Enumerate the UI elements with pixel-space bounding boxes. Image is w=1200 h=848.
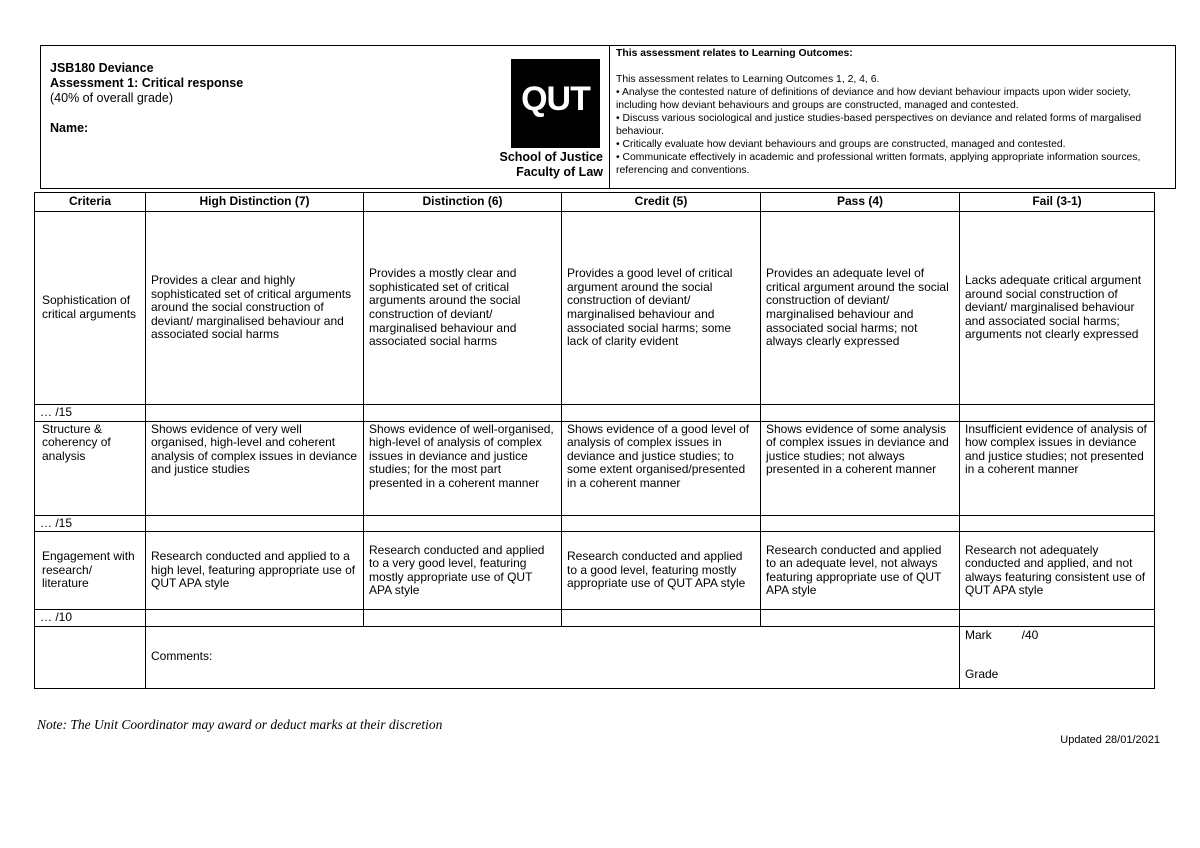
col-header-criteria: Criteria <box>35 193 146 212</box>
score-label: … /10 <box>35 610 146 627</box>
mark-grade-cell <box>960 626 1155 688</box>
score-row <box>35 405 1155 422</box>
learning-outcomes-heading: This assessment relates to Learning Outcomes: <box>616 48 853 59</box>
col-header-credit: Credit (5) <box>562 193 761 212</box>
rubric-cell: Research conducted and applied to a good level, featuring mostly appropriate use of QUT APA style <box>562 532 761 610</box>
col-header-fail: Fail (3-1) <box>960 193 1155 212</box>
qut-logo-text: QUT <box>521 80 590 118</box>
rubric-cell: Shows evidence of a good level of analysis of complex issues in deviance and justice studies; to some extent organised/presented in a coherent manner <box>562 421 761 515</box>
comments-label: Comments: <box>151 649 213 664</box>
table-row <box>35 421 1155 515</box>
rubric-table <box>34 192 1155 689</box>
learning-outcome-item: • Critically evaluate how deviant behaviours and groups are constructed, managed and contested. <box>616 139 1066 150</box>
updated-date: Updated 28/01/2021 <box>1060 734 1160 746</box>
col-header-pass: Pass (4) <box>761 193 960 212</box>
col-header-high-distinction: High Distinction (7) <box>146 193 364 212</box>
score-row <box>35 610 1155 627</box>
rubric-cell: Provides a mostly clear and sophisticated set of critical arguments around the social construction of deviant/ marginalised behaviour and associated social harms <box>364 212 562 405</box>
criterion-label: Structure & coherency of analysis <box>35 421 146 515</box>
rubric-cell: Lacks adequate critical argument around social construction of deviant/ marginalised behaviour and associated social harms; arguments not clearly expressed <box>960 212 1155 405</box>
qut-logo <box>511 59 600 148</box>
rubric-cell: Provides a clear and highly sophisticated set of critical arguments around the social construction of deviant/ marginalised behaviour and associated social harms <box>146 212 364 405</box>
rubric-cell: Shows evidence of some analysis of complex issues in deviance and justice studies; not always presented in a coherent manner <box>761 421 960 515</box>
score-label: … /15 <box>35 405 146 422</box>
table-row <box>35 532 1155 610</box>
assessment-weight: (40% of overall grade) <box>50 91 173 105</box>
rubric-cell: Provides an adequate level of critical argument around the social construction of deviant/ marginalised behaviour and associated social harms; not always clearly expressed <box>761 212 960 405</box>
rubric-cell: Provides a good level of critical argument around the social construction of deviant/ marginalised behaviour and associated social harms; some lack of clarity evident <box>562 212 761 405</box>
rubric-cell: Shows evidence of well-organised, high-level of analysis of complex issues in deviance and justice studies; for the most part presented in a coherent manner <box>364 421 562 515</box>
rubric-header-row <box>35 193 1155 212</box>
score-row <box>35 515 1155 532</box>
learning-outcomes <box>609 46 1175 188</box>
rubric-cell: Research conducted and applied to a very good level, featuring mostly appropriate use of QUT APA style <box>364 532 562 610</box>
faculty-label: Faculty of Law <box>516 165 603 179</box>
unit-title: JSB180 Deviance <box>50 61 154 75</box>
comments-field[interactable] <box>146 626 960 688</box>
score-label: … /15 <box>35 515 146 532</box>
rubric-cell: Research conducted and applied to an adequate level, not always featuring appropriate use of QUT APA style <box>761 532 960 610</box>
learning-outcome-item: • Communicate effectively in academic and professional written formats, applying appropriate information sources, referencing and conventions. <box>616 152 1141 176</box>
col-header-distinction: Distinction (6) <box>364 193 562 212</box>
school-name <box>500 150 604 180</box>
name-label: Name: <box>50 121 89 135</box>
criterion-label: Sophistication of critical arguments <box>35 212 146 405</box>
rubric-cell: Insufficient evidence of analysis of how complex issues in deviance and justice studies; not presented in a coherent manner <box>960 421 1155 515</box>
assessment-title: Assessment 1: Critical response <box>50 76 244 90</box>
school-label: School of Justice <box>499 150 603 164</box>
table-row <box>35 212 1155 405</box>
header-unit-info <box>41 46 609 188</box>
learning-outcome-item: • Discuss various sociological and justice studies-based perspectives on deviance and related forms of margalised behaviour. <box>616 113 1142 137</box>
learning-outcome-item: • Analyse the contested nature of definitions of deviance and how deviant behaviour impacts upon wider society, including how deviant behaviours and groups are constructed, managed and contested. <box>616 87 1131 111</box>
rubric-cell: Shows evidence of very well organised, high-level and coherent analysis of complex issues in deviance and justice studies <box>146 421 364 515</box>
learning-outcomes-intro: This assessment relates to Learning Outcomes 1, 2, 4, 6. <box>616 74 880 85</box>
assessment-header <box>40 45 1176 189</box>
criterion-label: Engagement with research/ literature <box>35 532 146 610</box>
grade-label: Grade <box>965 667 999 682</box>
rubric-cell: Research not adequately conducted and applied, and not always featuring consistent use of QUT APA style <box>960 532 1155 610</box>
mark-total: /40 <box>1021 627 1039 642</box>
rubric-cell: Research conducted and applied to a high level, featuring appropriate use of QUT APA style <box>146 532 364 610</box>
comments-row <box>35 626 1155 688</box>
mark-label: Mark <box>965 627 992 642</box>
coordinator-note: Note: The Unit Coordinator may award or deduct marks at their discretion <box>37 717 443 732</box>
